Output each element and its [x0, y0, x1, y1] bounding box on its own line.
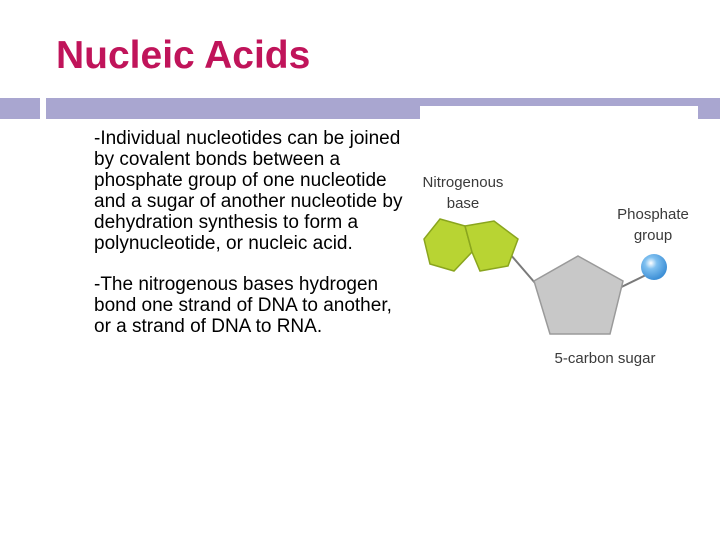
- nucleotide-diagram: [420, 106, 698, 406]
- accent-bar-left: [0, 98, 40, 119]
- paragraph-nucleotide-bonds: -Individual nucleotides can be joined by covalent bonds between a phosphate group of one nucleotide and a sugar of another nucleotide by dehydration synthesis to form a polynucleotide, or nucleic acid.: [94, 128, 403, 254]
- body-text: [94, 128, 412, 357]
- sugar-label: 5-carbon sugar: [554, 350, 656, 367]
- base-pentagon-ring: [465, 221, 518, 271]
- nitrogenous-base-label-line2: base: [446, 195, 480, 212]
- diagram-top-edge: [420, 106, 698, 119]
- sugar-pentagon-ring: [534, 256, 623, 334]
- slide-title: Nucleic Acids: [56, 34, 311, 77]
- nitrogenous-base-label: [422, 172, 504, 214]
- phosphate-group-label-line1: Phosphate: [617, 206, 689, 223]
- phosphate-group-label-line2: group: [633, 227, 673, 244]
- phosphate-group-sphere: [641, 254, 667, 280]
- paragraph-hydrogen-bonds: -The nitrogenous bases hydrogen bond one strand of DNA to another, or a strand of DNA to RNA.: [94, 274, 392, 337]
- phosphate-group-label: [610, 204, 696, 246]
- nitrogenous-base-label-line1: Nitrogenous: [422, 174, 504, 191]
